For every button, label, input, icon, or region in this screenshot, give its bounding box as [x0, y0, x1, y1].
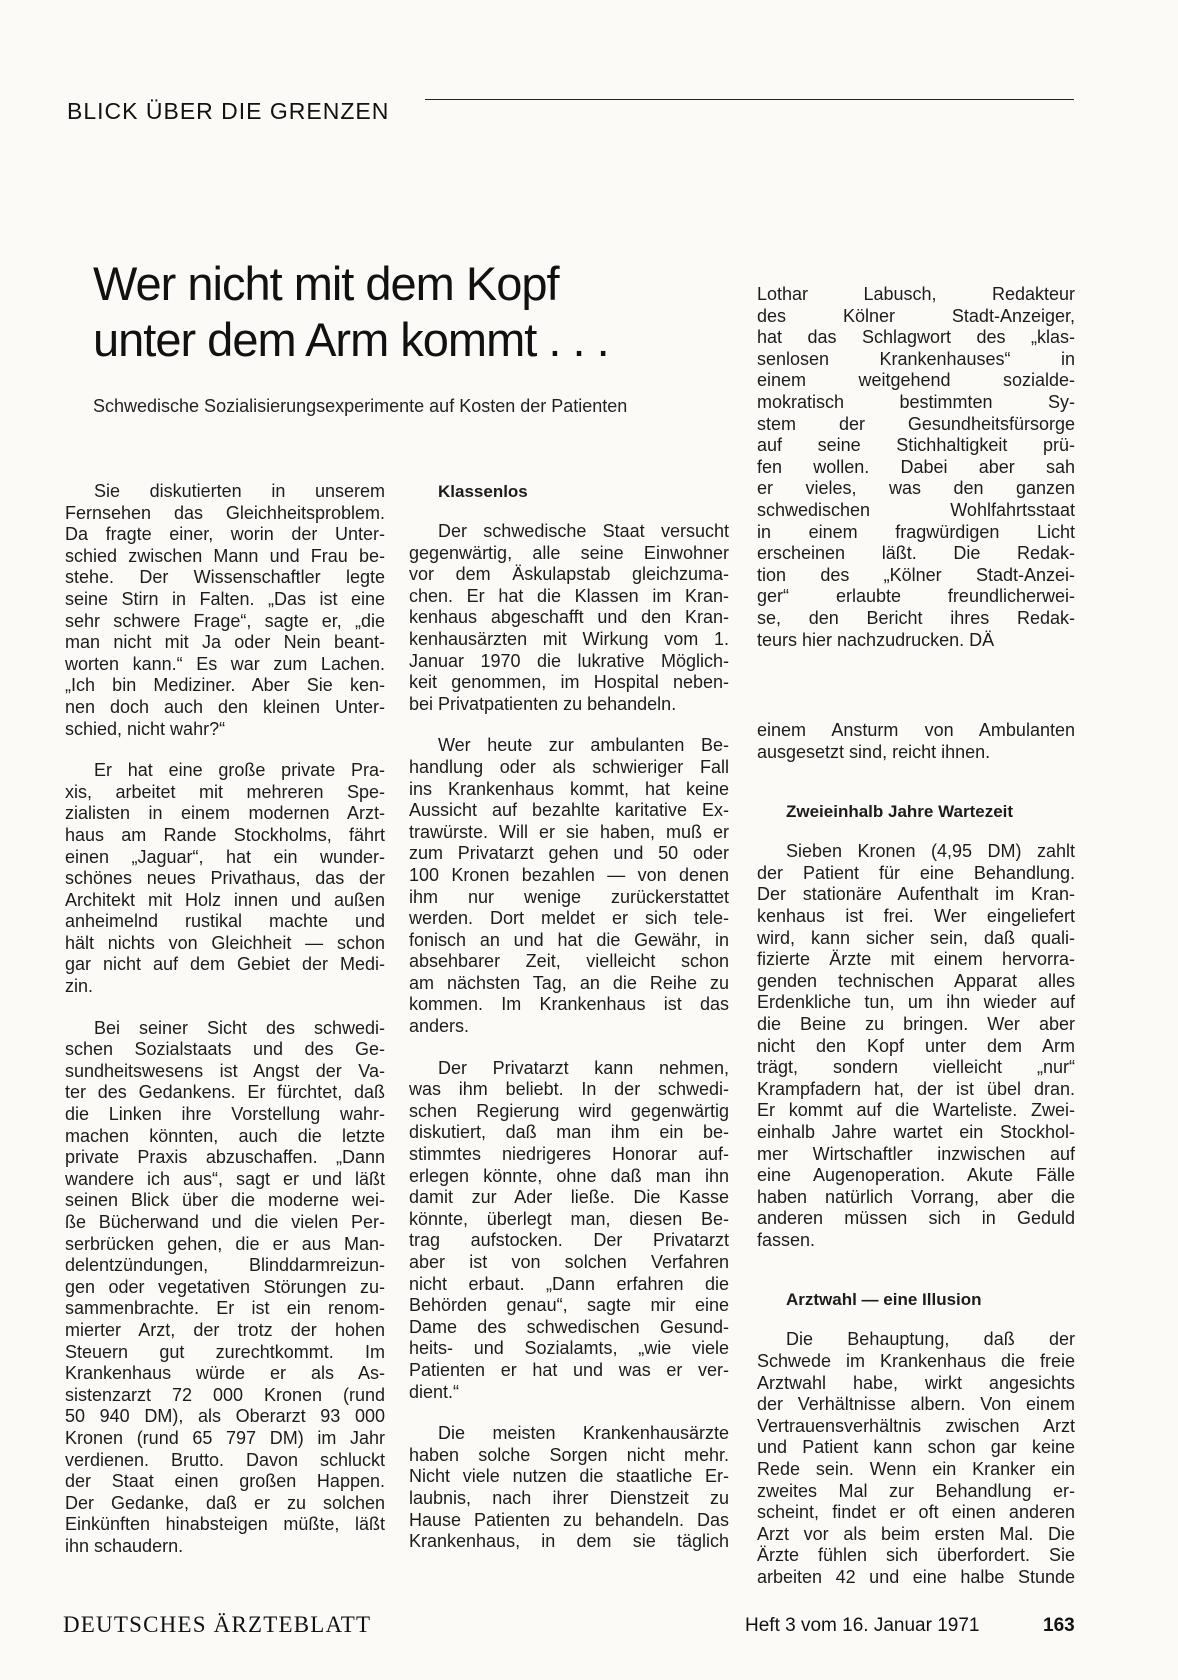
text-line: gar nicht auf dem Gebiet der Medi-: [65, 954, 385, 975]
text-line: Erdenkliche tun, um ihn wieder auf: [757, 992, 1075, 1013]
text-line: haben solche Sorgen nicht mehr.: [409, 1444, 729, 1465]
text-line: mer Wirtschaftler inzwischen auf: [757, 1143, 1075, 1164]
paragraph: [757, 720, 1075, 763]
text-line: er vieles, was den ganzen: [757, 478, 1075, 499]
text-line: sundheitswesens ist Angst der Va-: [65, 1060, 385, 1081]
text-line: senlosen Krankenhauses“ in: [757, 348, 1075, 369]
text-line: chen. Er hat die Klassen im Kran-: [409, 585, 729, 606]
text-line: zum Privatarzt gehen und 50 oder: [409, 843, 729, 864]
text-line: hat das Schlagwort des „klas-: [757, 327, 1075, 348]
text-line: die Linken ihre Vorstellung wahr-: [65, 1104, 385, 1125]
text-line: 50 940 DM), als Oberarzt 93 000: [65, 1406, 385, 1427]
text-line: teurs hier nachzudrucken. DÄ: [757, 629, 995, 650]
text-line: ger“ erlaubte freundlicherwei-: [757, 586, 1075, 607]
text-line: absehbarer Zeit, vielleicht schon: [409, 951, 729, 972]
text-line: Schwede im Krankenhaus die freie: [757, 1351, 1075, 1372]
paragraph: [409, 1423, 729, 1553]
text-line: wird, kann sicher sein, daß quali-: [757, 927, 1075, 948]
text-line: des Kölner Stadt-Anzeiger,: [757, 305, 1075, 326]
column-2: [409, 481, 729, 1573]
title-line: Wer nicht mit dem Kopf: [93, 257, 559, 310]
text-line: bei Privatpatienten zu behandeln.: [409, 693, 677, 714]
paragraph: [757, 841, 1075, 1251]
text-line: anheimelnd rustikal machte und: [65, 911, 385, 932]
text-line: Nicht viele nutzen die staatliche Er-: [409, 1466, 729, 1487]
text-line: fizierte Ärzte mit einem hervorra-: [757, 949, 1075, 970]
text-line: Einkünften hinabsteigen müßte, läßt: [65, 1514, 385, 1535]
text-line: der Verhältnisse albern. Von einem: [757, 1394, 1075, 1415]
text-line: ins Krankenhaus kommt, hat keine: [409, 778, 729, 799]
text-line: trag aufstocken. Der Privatarzt: [409, 1230, 729, 1251]
text-line: Hause Patienten zu behandeln. Das: [409, 1509, 729, 1530]
paragraph: [409, 1058, 729, 1404]
text-line: zin.: [65, 976, 94, 997]
subheading: Zweieinhalb Jahre Wartezeit: [786, 802, 1014, 822]
text-line: mierter Arzt, der trotz der hohen: [65, 1319, 385, 1340]
text-line: Der stationäre Aufenthalt im Kran-: [757, 884, 1075, 905]
page-number: 163: [1043, 1615, 1075, 1636]
text-line: laubnis, nach ihrer Dienstzeit zu: [409, 1487, 729, 1508]
text-line: seinen Blick über die moderne wei-: [65, 1190, 385, 1211]
text-line: einem Ansturm von Ambulanten: [757, 720, 1075, 740]
text-line: Krankenhaus, in dem sie täglich: [409, 1531, 729, 1552]
text-line: Er kommt auf die Warteliste. Zwei-: [757, 1100, 1075, 1121]
text-line: serbrücken gehen, die er aus Man-: [65, 1233, 385, 1254]
text-line: dient.“: [409, 1381, 460, 1402]
text-line: Lothar Labusch, Redakteur: [757, 284, 1075, 304]
text-line: Der schwedische Staat versucht: [438, 521, 729, 541]
column-1: [65, 481, 385, 1578]
subheading: Arztwahl — eine Illusion: [786, 1290, 982, 1310]
text-line: Die Behauptung, daß der: [786, 1329, 1075, 1350]
section-label: BLICK ÜBER DIE GRENZEN: [67, 98, 390, 124]
subheading: Klassenlos: [438, 482, 528, 501]
text-line: einen „Jaguar“, hat ein wunder-: [65, 846, 385, 867]
text-line: ihn schaudern.: [65, 1535, 184, 1556]
text-line: Wer heute zur ambulanten Be-: [438, 735, 729, 756]
text-line: se, den Bericht ihres Redak-: [757, 607, 1075, 628]
text-line: mokratisch bestimmten Sy-: [757, 391, 1075, 412]
text-line: Ärzte fühlen sich überfordert. Sie: [757, 1545, 1075, 1566]
text-line: ter des Gedankens. Er fürchtet, daß: [65, 1082, 385, 1103]
text-line: man nicht mit Ja oder Nein beant-: [65, 632, 385, 653]
text-line: Fernsehen das Gleichheitsproblem.: [65, 502, 385, 523]
text-line: anderen müssen sich in Geduld: [757, 1208, 1075, 1229]
column-3: [757, 720, 1075, 1609]
text-line: Patienten er hat und was er ver-: [409, 1359, 729, 1380]
text-line: die Beine zu bringen. Wer aber: [757, 1013, 1075, 1034]
text-line: tion des „Kölner Stadt-Anzei-: [757, 564, 1075, 585]
text-line: scheint, findet er oft einen anderen: [757, 1502, 1075, 1523]
text-line: stimmtes niedrigeres Honorar auf-: [409, 1144, 729, 1165]
text-line: Arzt vor als beim ersten Mal. Die: [757, 1523, 1075, 1544]
text-line: damit zur Ader ließe. Die Kasse: [409, 1187, 729, 1208]
text-line: anders.: [409, 1016, 470, 1037]
text-line: diskutiert, daß man ihm ein be-: [409, 1122, 729, 1143]
text-line: Vertrauensverhältnis zwischen Arzt: [757, 1415, 1075, 1436]
text-line: am nächsten Tag, an die Reihe zu: [409, 972, 729, 993]
text-line: werden. Dort meldet er sich tele-: [409, 908, 729, 929]
text-line: schönes neues Privathaus, das der: [65, 868, 385, 889]
text-line: schen Regierung wird gegenwärtig: [409, 1100, 729, 1121]
text-line: stehe. Der Wissenschaftler legte: [65, 567, 385, 588]
text-line: arbeiten 42 und eine halbe Stunde: [757, 1567, 1075, 1587]
text-line: zweites Mal zur Behandlung er-: [757, 1480, 1075, 1501]
text-line: sammenbrachte. Er ist ein renom-: [65, 1298, 385, 1319]
text-line: Dame des schwedischen Gesund-: [409, 1316, 729, 1337]
footer-masthead: DEUTSCHES ÄRZTEBLATT: [63, 1612, 372, 1637]
text-line: haus am Rande Stockholms, fährt: [65, 824, 385, 845]
title-line: unter dem Arm kommt . . .: [93, 313, 609, 366]
text-line: der Patient für eine Behandlung.: [757, 862, 1075, 883]
text-line: worten kann.“ Es war zum Lachen.: [65, 653, 385, 674]
text-line: der Staat einen großen Happen.: [65, 1471, 385, 1492]
text-line: wandere ich aus“, sagt er und läßt: [65, 1168, 385, 1189]
text-line: stem der Gesundheitsfürsorge: [757, 413, 1075, 434]
text-line: Sieben Kronen (4,95 DM) zahlt: [786, 841, 1075, 862]
text-line: Die meisten Krankenhausärzte: [438, 1423, 729, 1444]
text-line: gen oder vegetativen Störungen zu-: [65, 1276, 385, 1297]
text-line: „Ich bin Mediziner. Aber Sie ken-: [65, 675, 385, 696]
text-line: zialisten in einem modernen Arzt-: [65, 803, 385, 824]
text-line: Kronen (rund 65 797 DM) im Jahr: [65, 1427, 385, 1448]
paragraph: [65, 1018, 385, 1558]
text-line: fen wollen. Dabei aber sah: [757, 456, 1075, 477]
text-line: auf seine Stichhaltigkeit prü-: [757, 435, 1075, 456]
text-line: trägt, sondern vielleicht „nur“: [757, 1057, 1075, 1078]
text-line: Krankenhaus würde er als As-: [65, 1363, 385, 1384]
text-line: sehr schwere Frage“, sagte er, „die: [65, 610, 385, 631]
text-line: trawürste. Will er sie haben, muß er: [409, 821, 729, 842]
text-line: könnte, überlegt man, diesen Be-: [409, 1208, 729, 1229]
text-line: keit genommen, im Hospital neben-: [409, 672, 729, 693]
text-line: schied, nicht wahr?“: [65, 718, 226, 739]
article-title: [93, 256, 733, 368]
text-line: in einem fragwürdigen Licht: [757, 521, 1075, 542]
text-line: vor dem Äskulapstab gleichzuma-: [409, 564, 729, 585]
paragraph: [65, 481, 385, 740]
text-line: nicht erbaut. „Dann erfahren die: [409, 1273, 729, 1294]
text-line: haben natürlich Vorrang, aber die: [757, 1186, 1075, 1207]
text-line: heits- und Sozialamts, „wie viele: [409, 1338, 729, 1359]
text-line: schen Sozialstaats und des Ge-: [65, 1039, 385, 1060]
text-line: Arztwahl habe, wirkt angesichts: [757, 1372, 1075, 1393]
intro-paragraph: [757, 284, 1075, 651]
text-line: schied zwischen Mann und Frau be-: [65, 545, 385, 566]
text-line: Krampfadern hat, der ist übel dran.: [757, 1078, 1075, 1099]
article-subtitle: Schwedische Sozialisierungsexperimente auf Kosten der Patienten: [93, 396, 628, 416]
text-line: was ihm beliebt. In der schwedi-: [409, 1079, 729, 1100]
text-line: und Patient kann schon gar keine: [757, 1437, 1075, 1458]
text-line: Aussicht auf bezahlte karitative Ex-: [409, 800, 729, 821]
text-line: ihm nur wenige zurückerstattet: [409, 886, 729, 907]
text-line: kenhausärzten mit Wirkung vom 1.: [409, 628, 729, 649]
text-line: nicht den Kopf unter dem Arm: [757, 1035, 1075, 1056]
section-rule: [425, 99, 1074, 100]
text-line: genden technischen Apparat alles: [757, 970, 1075, 991]
text-line: gegenwärtig, alle seine Einwohner: [409, 542, 729, 563]
text-line: nen doch auch den kleinen Unter-: [65, 696, 385, 717]
text-line: Behörden genau“, sagte mir eine: [409, 1295, 729, 1316]
paragraph: [409, 521, 729, 715]
text-line: erscheinen läßt. Die Redak-: [757, 543, 1075, 564]
paragraph: [757, 1329, 1075, 1588]
editor-note: [757, 284, 1075, 671]
text-line: Da fragte einer, worin der Unter-: [65, 524, 385, 545]
text-line: erlegen könnte, ohne daß man ihn: [409, 1165, 729, 1186]
text-line: kenhaus ist frei. Wer eingeliefert: [757, 905, 1075, 926]
text-line: sistenzarzt 72 000 Kronen (rund: [65, 1384, 385, 1405]
text-line: ausgesetzt sind, reicht ihnen.: [757, 741, 991, 762]
text-line: hält nichts von Gleichheit — schon: [65, 932, 385, 953]
text-line: Rede sein. Wenn ein Kranker ein: [757, 1459, 1075, 1480]
text-line: Sie diskutierten in unserem: [94, 481, 385, 501]
text-line: Architekt mit Holz innen und außen: [65, 889, 385, 910]
text-line: verdienen. Brutto. Davon schluckt: [65, 1449, 385, 1470]
text-line: private Praxis abzuschaffen. „Dann: [65, 1147, 385, 1168]
text-line: einem weitgehend sozialde-: [757, 370, 1075, 391]
text-line: fonisch an und hat die Gewähr, in: [409, 929, 729, 950]
text-line: Steuern gut zurechtkommt. Im: [65, 1341, 385, 1362]
text-line: seine Stirn in Falten. „Das ist eine: [65, 588, 385, 609]
text-line: machen könnten, auch die letzte: [65, 1125, 385, 1146]
text-line: delentzündungen, Blinddarmreizun-: [65, 1255, 385, 1276]
text-line: eine Augenoperation. Akute Fälle: [757, 1165, 1075, 1186]
text-line: xis, arbeitet mit mehreren Spe-: [65, 781, 385, 802]
text-line: Januar 1970 die lukrative Möglich-: [409, 650, 729, 671]
text-line: Der Privatarzt kann nehmen,: [438, 1057, 729, 1078]
text-line: schwedischen Wohlfahrtsstaat: [757, 499, 1075, 520]
text-line: ße Bücherwand und die vielen Per-: [65, 1212, 385, 1232]
text-line: Bei seiner Sicht des schwedi-: [94, 1017, 385, 1038]
text-line: fassen.: [757, 1229, 816, 1250]
text-line: kommen. Im Krankenhaus ist das: [409, 994, 729, 1015]
text-line: aber ist von solchen Verfahren: [409, 1252, 729, 1272]
text-line: einhalb Jahre wartet ein Stockhol-: [757, 1121, 1075, 1142]
text-line: Der Gedanke, daß er zu solchen: [65, 1492, 385, 1513]
paragraph: [409, 735, 729, 1037]
text-line: Er hat eine große private Pra-: [94, 760, 385, 781]
footer-issue: Heft 3 vom 16. Januar 1971: [745, 1615, 980, 1636]
text-line: kenhaus abgeschafft und den Kran-: [409, 607, 729, 628]
paragraph: [65, 760, 385, 998]
text-line: handlung oder als schwieriger Fall: [409, 756, 729, 777]
text-line: 100 Kronen bezahlen — von denen: [409, 864, 729, 885]
